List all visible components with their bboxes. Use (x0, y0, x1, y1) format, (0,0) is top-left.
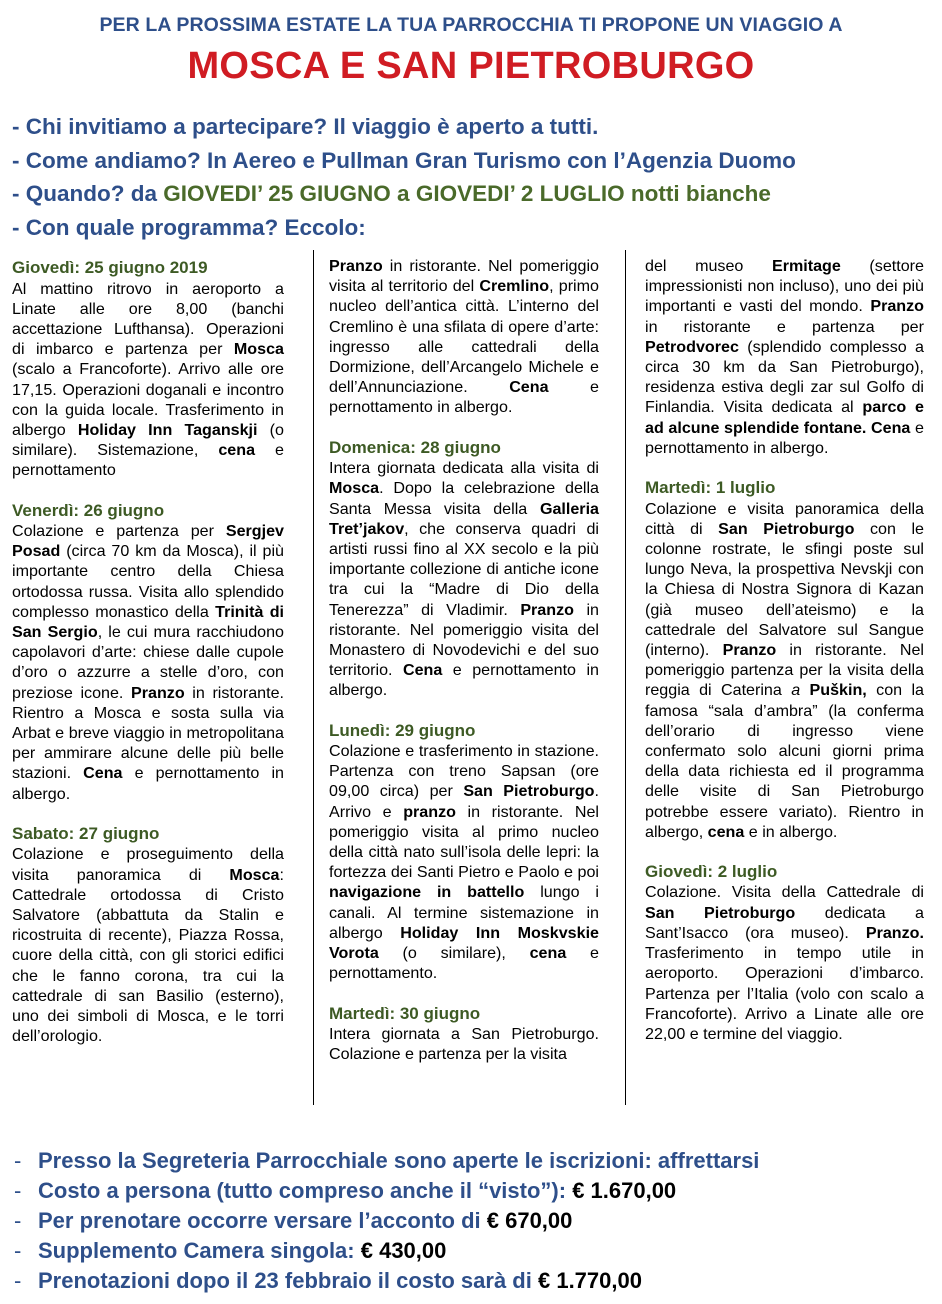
day-heading: Martedì: 1 luglio (645, 478, 776, 498)
day-heading: Lunedì: 29 giugno (329, 720, 476, 740)
day-description: Colazione e proseguimento della visita panoramica di Mosca: Cattedrale ortodossa di Cristo Salvatore (abbattuta da Stalin e ricostruita di recente), Piazza Rossa, cuore della città, con gli storici edifici che le fanno corona, tra cui la cattedrale di san Basilio (esterno), uno dei simboli di Mosca, e le torri dell’orologio. (12, 845, 284, 1046)
bullet-dash: - (14, 1208, 22, 1233)
itinerary-column-1 (12, 258, 284, 1046)
day-heading: Venerdì: 26 giugno (12, 500, 165, 520)
itinerary-day (329, 438, 599, 701)
day-description: Intera giornata a San Pietroburgo. Colazione e partenza per la visita (329, 1025, 599, 1064)
day-heading: Sabato: 27 giugno (12, 823, 160, 843)
itinerary-column-2 (329, 256, 599, 1064)
day-heading: Martedì: 30 giugno (329, 1003, 481, 1023)
itinerary-day (645, 478, 924, 842)
day-description: Colazione e visita panoramica della città di San Pietroburgo con le colonne rostrate, le sfingi poste sul lungo Neva, la prospettiva Nevskji con la Chiesa di Nostra Signora di Kazan (già museo dell’ateismo) e la cattedrale del Salvatore sul Sangue (interno). Pranzo in ristorante. Nel pomeriggio partenza per la visita della reggia di Caterina a Puškin, con la famosa “sala d’ambra” (la conferma dell’orario di ingresso viene confermato solo alcuni giorni prima della data richiesta ed il programma delle visite di San Pietroburgo potrebbe essere variato). Rientro in albergo, cena e in albergo. (645, 499, 924, 841)
intro-when-prefix: - Quando? da (12, 181, 164, 206)
day-description: Intera giornata dedicata alla visita di Mosca. Dopo la celebrazione della Santa Messa visita della Galleria Tret’jakov, che conserva quadri di artisti russi fino al XX secolo e la più importante collezione di antiche icone tra cui la “Madre di Dio della Tenerezza” di Vladimir. Pranzo in ristorante. Nel pomeriggio visita del Monastero di Novodevichi e del suo territorio. Cena e pernottamento in albergo. (329, 459, 599, 700)
price-value: € 1.670,00 (572, 1178, 677, 1203)
itinerary-day (329, 1004, 599, 1065)
bullet-dash: - (14, 1148, 22, 1173)
itinerary-day (12, 824, 284, 1047)
info-bullet (14, 1206, 934, 1236)
info-bullet (14, 1146, 934, 1176)
bullet-dash: - (14, 1268, 22, 1293)
itinerary-day (645, 256, 924, 458)
bullet-dash: - (14, 1238, 22, 1263)
bullet-text: Prenotazioni dopo il 23 febbraio il costo sarà di (38, 1268, 538, 1293)
itinerary-day (12, 258, 284, 481)
day-heading: Giovedì: 25 giugno 2019 (12, 258, 208, 277)
intro-questions (12, 110, 932, 244)
page-title: MOSCA E SAN PIETROBURGO (187, 45, 755, 87)
bullet-text: Presso la Segreteria Parrocchiale sono aperte le iscrizioni: affrettarsi (38, 1148, 760, 1173)
itinerary-day (12, 501, 284, 804)
page-header (0, 14, 942, 88)
itinerary (0, 248, 942, 1110)
intro-line-when (12, 177, 932, 211)
bullet-text: Costo a persona (tutto compreso anche il “visto”): (38, 1178, 573, 1203)
day-heading: Domenica: 28 giugno (329, 437, 501, 457)
info-bullet (14, 1266, 934, 1296)
day-heading: Giovedì: 2 luglio (645, 861, 778, 881)
info-bullet (14, 1236, 934, 1266)
intro-line-who: - Chi invitiamo a partecipare? Il viaggio è aperto a tutti. (12, 114, 599, 139)
itinerary-column-3 (645, 256, 924, 1044)
day-description: Colazione e partenza per Sergjev Posad (circa 70 km da Mosca), il più importante centro della Chiesa ortodossa russa. Visita allo splendido complesso monastico della Trinità di San Sergio, le cui mura racchiudono capolavori d’arte: chiese dalle cupole d’oro o azzurre a stelle d’oro, con preziose icone. Pranzo in ristorante. Rientro a Mosca e sosta sulla via Arbat e breve viaggio in metropolitana per ammirare alcune delle più belle stazioni. Cena e pernottamento in albergo. (12, 522, 284, 803)
bullet-dash: - (14, 1178, 22, 1203)
itinerary-day (329, 256, 599, 418)
bullet-text: Supplemento Camera singola: (38, 1238, 361, 1263)
day-description: Pranzo in ristorante. Nel pomeriggio visita al territorio del Cremlino, primo nucleo dell’antica città. L’interno del Cremlino è una sfilata di opere d’arte: ingresso alle cattedrali della Dormizione, dell’Arcangelo Michele e dell’Annunciazione. Cena e pernottamento in albergo. (329, 257, 599, 417)
day-description: Colazione e trasferimento in stazione. Partenza con treno Sapsan (ore 09,00 circa) per San Pietroburgo. Arrivo e pranzo in ristorante. Nel pomeriggio visita al primo nucleo della città nato sull’isola delle lepri: la fortezza dei Santi Pietro e Paolo e poi navigazione in battello lungo i canali. Al termine sistemazione in albergo Holiday Inn Moskvskie Vorota (o similare), cena e pernottamento. (329, 742, 599, 983)
price-value: € 670,00 (486, 1208, 573, 1233)
price-value: € 430,00 (360, 1238, 447, 1263)
day-description: del museo Ermitage (settore impressionisti non incluso), uno dei più importanti e vasti del mondo. Pranzo in ristorante e partenza per Petrodvorec (splendido complesso a circa 30 km da San Pietroburgo), residenza estiva degli zar sul Golfo di Finlandia. Visita dedicata al parco e ad alcune splendide fontane. Cena e pernottamento in albergo. (645, 257, 924, 457)
itinerary-day (329, 721, 599, 984)
intro-line-how: - Come andiamo? In Aereo e Pullman Gran Turismo con l’Agenzia Duomo (12, 147, 796, 173)
bullet-text: Per prenotare occorre versare l’acconto di (38, 1208, 487, 1233)
intro-when-dates: GIOVEDI’ 25 GIUGNO a GIOVEDI’ 2 LUGLIO notti bianche (163, 181, 771, 206)
day-description: Al mattino ritrovo in aeroporto a Linate alle ore 8,00 (banchi accettazione Lufthansa). Operazioni di imbarco e partenza per Mosca (scalo a Francoforte). Arrivo alle ore 17,15. Operazioni doganali e incontro con la guida locale. Trasferimento in albergo Holiday Inn Taganskji (o similare). Sistemazione, cena e pernottamento (12, 279, 284, 480)
intro-line-program: - Con quale programma? Eccolo: (12, 214, 366, 240)
day-description: Colazione. Visita della Cattedrale di San Pietroburgo dedicata a Sant’Isacco (ora museo). Pranzo. Trasferimento in tempo utile in aeroporto. Operazioni d’imbarco. Partenza per l’Italia (volo con scalo a Francoforte). Arrivo a Linate alle ore 22,00 e termine del viaggio. (645, 883, 925, 1043)
info-bullet (14, 1176, 934, 1206)
price-value: € 1.770,00 (537, 1268, 642, 1293)
registration-info (14, 1146, 934, 1296)
header-kicker: PER LA PROSSIMA ESTATE LA TUA PARROCCHIA TI PROPONE UN VIAGGIO A (99, 14, 843, 36)
itinerary-day (645, 862, 924, 1044)
